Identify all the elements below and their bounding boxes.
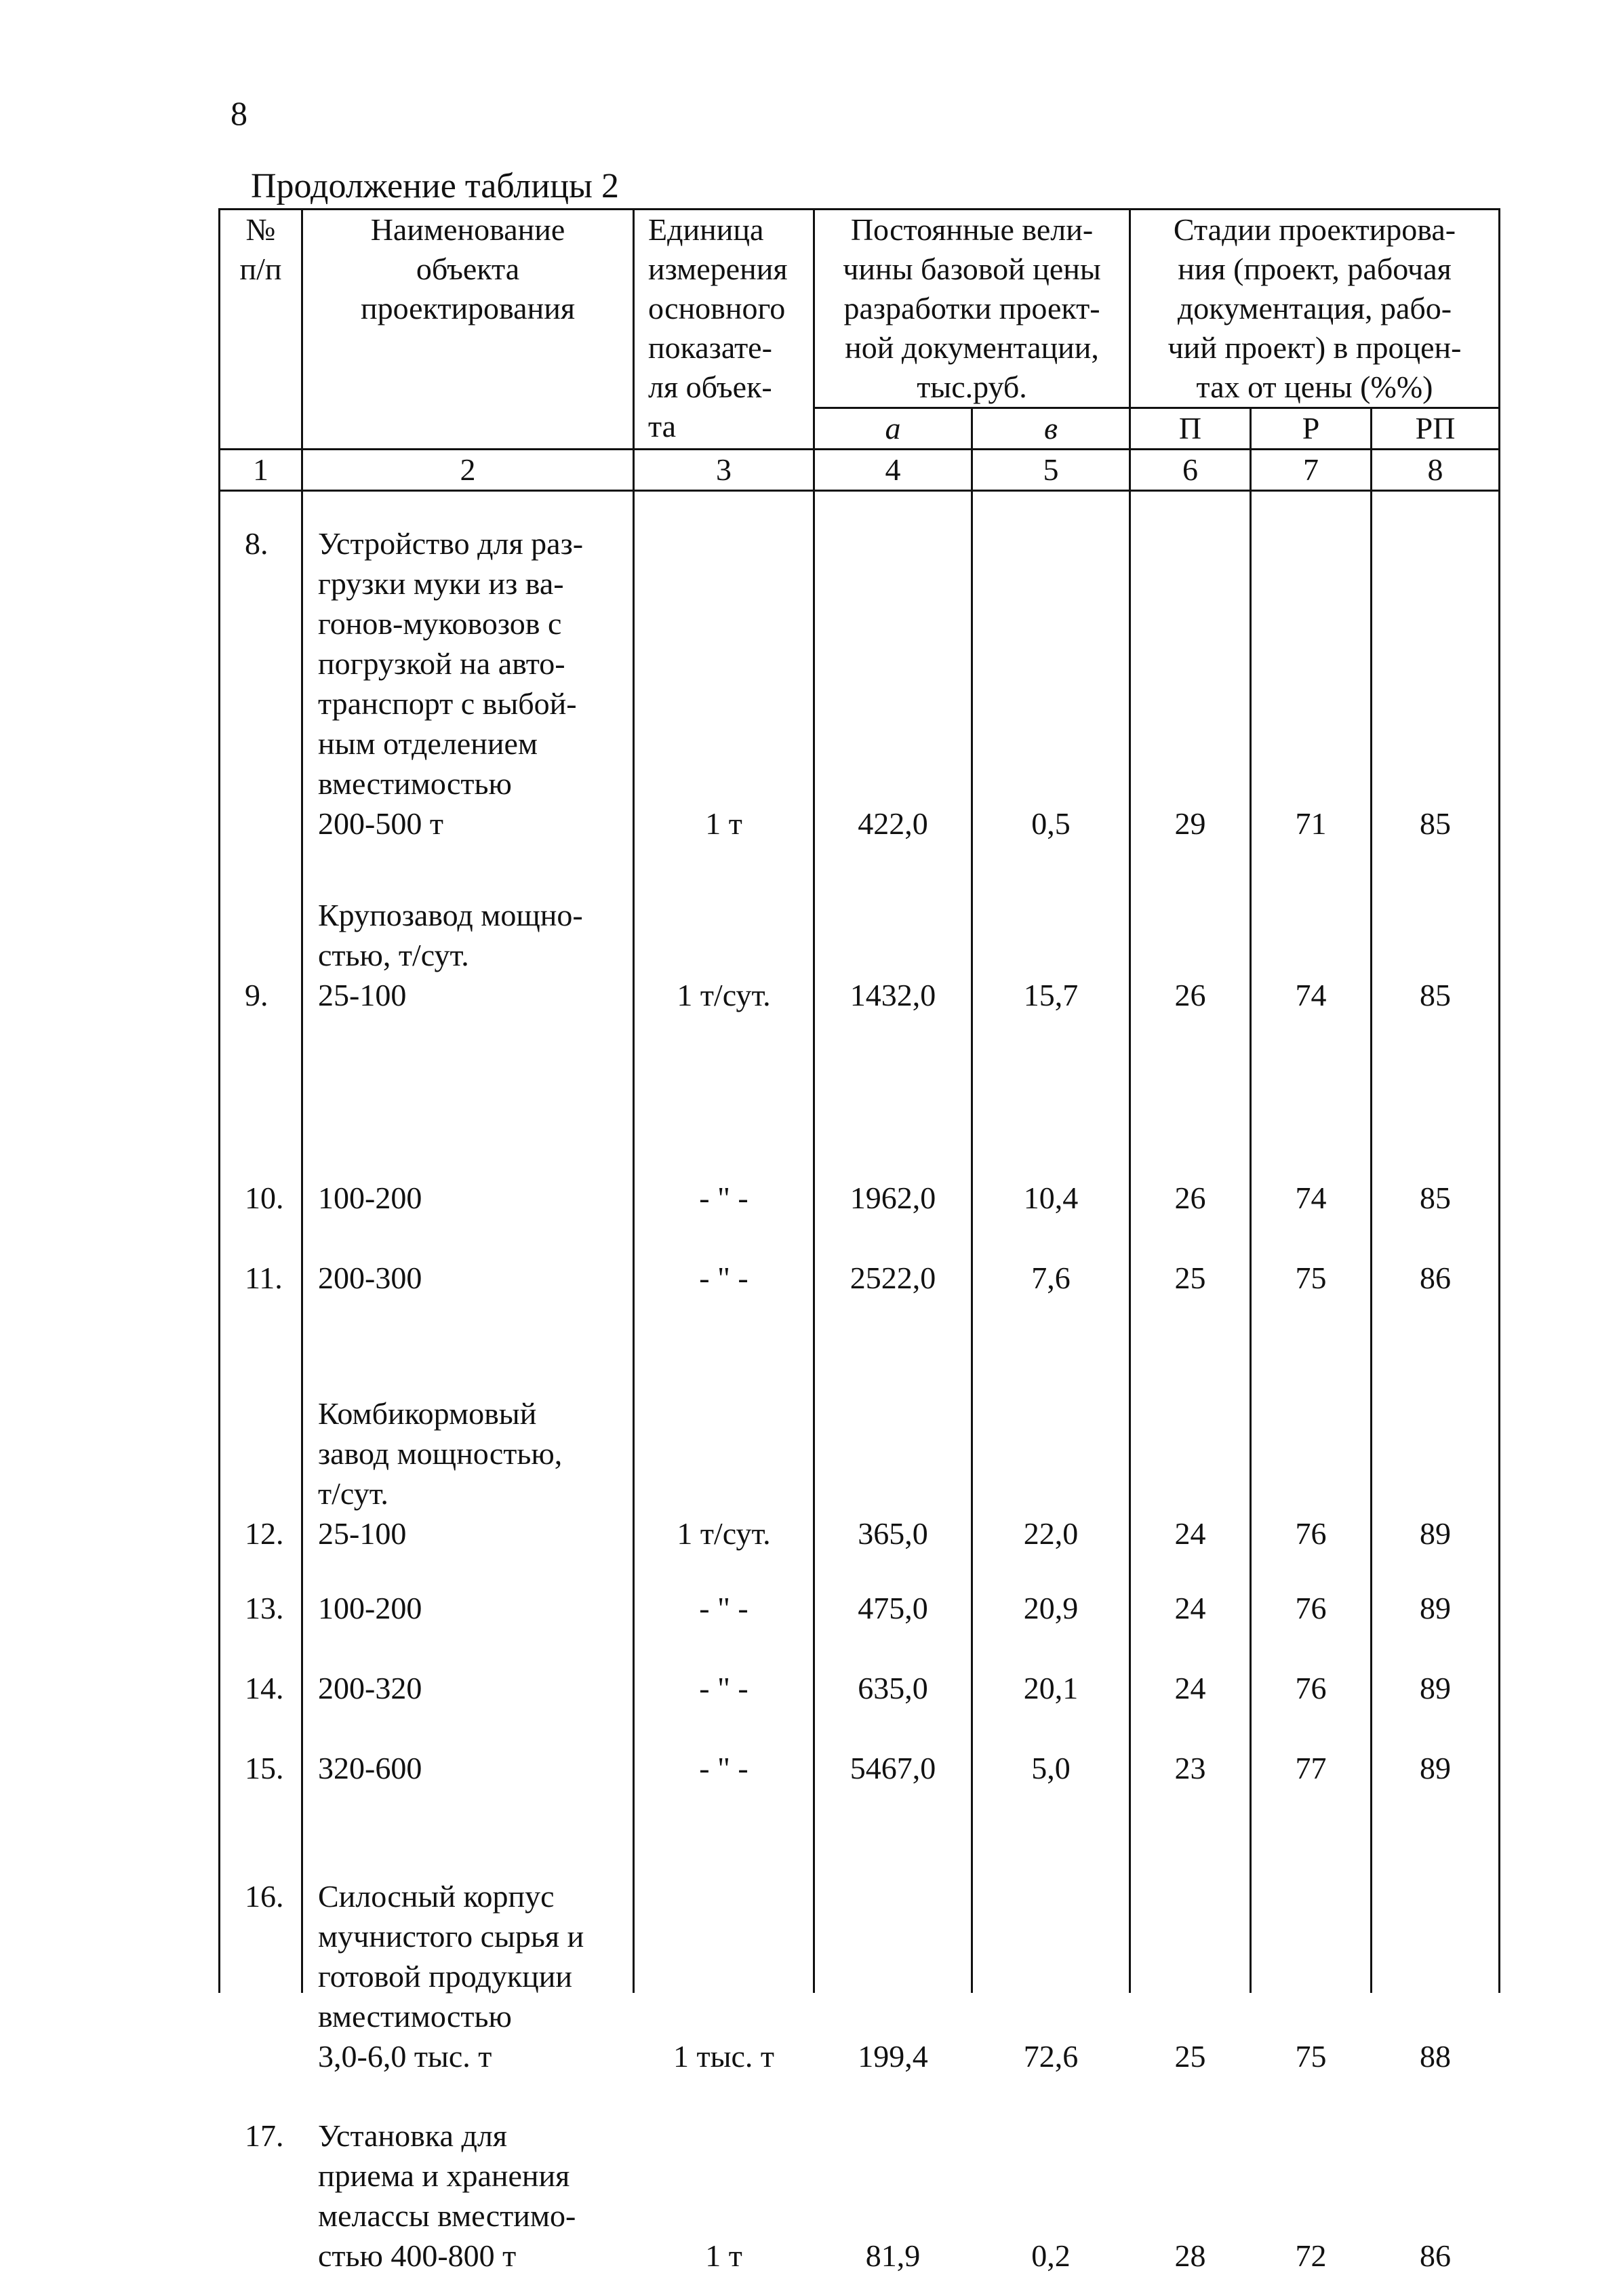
object-name-line: Комбикормовый <box>318 1396 537 1431</box>
object-name-line: Установка для <box>318 2118 507 2153</box>
header-base-price: Постоянные вели- чины базовой цены разработки проект- ной документации, тыс.руб. <box>814 210 1130 408</box>
object-name-line: завод мощностью, <box>318 1436 563 1471</box>
unit-value: 1 тыс. т <box>673 2039 775 2074</box>
unit-value: - " - <box>699 1671 748 1705</box>
object-name-line: мучнистого сырья и <box>318 1919 584 1954</box>
stage-p-percent: 26 <box>1174 1181 1206 1215</box>
base-price-a: 365,0 <box>858 1516 928 1551</box>
row-number: 9. <box>245 978 268 1012</box>
base-price-a: 2522,0 <box>850 1261 936 1295</box>
stage-rp-percent: 85 <box>1420 806 1452 841</box>
row-number: 15. <box>245 1751 284 1785</box>
row-number: 11. <box>245 1261 283 1295</box>
object-name-line: стью 400-800 т <box>318 2238 517 2273</box>
base-price-v: 22,0 <box>1023 1516 1079 1551</box>
base-price-a: 1962,0 <box>850 1181 936 1215</box>
object-name-line: транспорт с выбой- <box>318 686 577 721</box>
base-price-v: 15,7 <box>1023 978 1079 1012</box>
unit-value: 1 т <box>705 806 742 841</box>
base-price-v: 7,6 <box>1031 1261 1071 1295</box>
object-name-line: Силосный корпус <box>318 1879 555 1914</box>
object-name-line: Устройство для раз- <box>318 526 584 561</box>
column-number: 6 <box>1130 450 1251 491</box>
subheader-a: а <box>814 408 972 450</box>
col-rp <box>1372 491 1500 2273</box>
row-number: 10. <box>245 1181 284 1215</box>
base-price-a: 81,9 <box>865 2238 921 2273</box>
base-price-v: 5,0 <box>1031 1751 1071 1785</box>
header-row <box>220 210 1500 408</box>
column-number: 3 <box>634 450 814 491</box>
subheader-p: П <box>1130 408 1251 450</box>
stage-r-percent: 77 <box>1295 1751 1327 1785</box>
column-number: 2 <box>302 450 634 491</box>
object-name-line: грузки муки из ва- <box>318 566 564 601</box>
column-number: 5 <box>972 450 1130 491</box>
stage-p-percent: 24 <box>1174 1671 1206 1705</box>
stage-rp-percent: 86 <box>1420 2238 1452 2273</box>
column-number: 4 <box>814 450 972 491</box>
col-v <box>972 491 1130 2273</box>
row-number: 12. <box>245 1516 284 1551</box>
unit-value: - " - <box>699 1751 748 1785</box>
object-name-line: 25-100 <box>318 1516 407 1551</box>
object-name-line: вместимостью <box>318 766 512 801</box>
object-name-line: т/сут. <box>318 1476 388 1511</box>
base-price-v: 20,9 <box>1023 1591 1079 1625</box>
base-price-a: 635,0 <box>858 1671 928 1705</box>
stage-r-percent: 76 <box>1295 1591 1327 1625</box>
stage-r-percent: 74 <box>1295 978 1327 1012</box>
object-name-line: погрузкой на авто- <box>318 646 565 681</box>
object-name-line: ным отделением <box>318 726 538 761</box>
base-price-v: 0,5 <box>1031 806 1071 841</box>
stage-p-percent: 23 <box>1174 1751 1206 1785</box>
row-number: 16. <box>245 1879 284 1914</box>
object-name-line: приема и хранения <box>318 2158 570 2193</box>
subheader-v: в <box>972 408 1130 450</box>
stage-rp-percent: 85 <box>1420 978 1452 1012</box>
base-price-v: 72,6 <box>1023 2039 1079 2074</box>
stage-r-percent: 74 <box>1295 1181 1327 1215</box>
object-name-line: гонов-муковозов с <box>318 606 562 641</box>
object-name-line: 100-200 <box>318 1591 422 1625</box>
header-object-name: Наименование объекта проектирования <box>302 210 634 450</box>
stage-rp-percent: 89 <box>1420 1591 1452 1625</box>
object-name-line: мелассы вместимо- <box>318 2198 576 2233</box>
stage-rp-percent: 86 <box>1420 1261 1452 1295</box>
object-name-line: готовой продукции <box>318 1959 573 1994</box>
page-number: 8 <box>231 94 247 132</box>
unit-value: - " - <box>699 1591 748 1625</box>
stage-p-percent: 28 <box>1174 2238 1206 2273</box>
col-a <box>814 491 972 2273</box>
base-price-a: 422,0 <box>858 806 928 841</box>
unit-value: 1 т <box>705 2238 742 2273</box>
row-number: 8. <box>245 526 268 561</box>
unit-value: 1 т/сут. <box>677 1516 771 1551</box>
object-name-line: 100-200 <box>318 1181 422 1215</box>
base-price-a: 1432,0 <box>850 978 936 1012</box>
unit-value: - " - <box>699 1181 748 1215</box>
object-name-line: стью, т/сут. <box>318 938 469 972</box>
object-name-line: 200-300 <box>318 1261 422 1295</box>
stage-p-percent: 25 <box>1174 2039 1206 2074</box>
stage-rp-percent: 88 <box>1420 2039 1452 2074</box>
object-name-line: Крупозавод мощно- <box>318 898 583 932</box>
stage-r-percent: 72 <box>1295 2238 1327 2273</box>
object-name-line: вместимостью <box>318 1999 512 2034</box>
stage-rp-percent: 89 <box>1420 1751 1452 1785</box>
header-design-stages: Стадии проектирова- ния (проект, рабочая документация, рабо- чий проект) в процен- тах от цены (%%) <box>1130 210 1500 408</box>
stage-p-percent: 24 <box>1174 1516 1206 1551</box>
column-number: 8 <box>1372 450 1500 491</box>
column-number-row <box>220 450 1500 491</box>
base-price-a: 475,0 <box>858 1591 928 1625</box>
object-name-line: 200-500 т <box>318 806 443 841</box>
stage-r-percent: 76 <box>1295 1516 1327 1551</box>
stage-p-percent: 24 <box>1174 1591 1206 1625</box>
column-number: 7 <box>1251 450 1372 491</box>
header-number: № п/п <box>220 210 302 450</box>
object-name-line: 3,0-6,0 тыс. т <box>318 2039 492 2074</box>
table-body <box>220 491 1500 1993</box>
stage-p-percent: 26 <box>1174 978 1206 1012</box>
stage-r-percent: 75 <box>1295 2039 1327 2074</box>
object-name-line: 200-320 <box>318 1671 422 1705</box>
stage-rp-percent: 89 <box>1420 1671 1452 1705</box>
base-price-v: 20,1 <box>1023 1671 1079 1705</box>
header-unit: Единица измерения основного показате- ля объек- та <box>634 210 814 450</box>
stage-p-percent: 25 <box>1174 1261 1206 1295</box>
base-price-a: 199,4 <box>858 2039 928 2074</box>
subheader-r: Р <box>1251 408 1372 450</box>
unit-value: - " - <box>699 1261 748 1295</box>
stage-rp-percent: 89 <box>1420 1516 1452 1551</box>
row-number: 14. <box>245 1671 284 1705</box>
object-name-line: 25-100 <box>318 978 407 1012</box>
stage-r-percent: 75 <box>1295 1261 1327 1295</box>
stage-r-percent: 71 <box>1295 806 1327 841</box>
col-name <box>302 491 634 2273</box>
stage-p-percent: 29 <box>1174 806 1206 841</box>
unit-value: 1 т/сут. <box>677 978 771 1012</box>
base-price-v: 10,4 <box>1023 1181 1079 1215</box>
base-price-v: 0,2 <box>1031 2238 1071 2273</box>
col-unit <box>634 491 814 2273</box>
base-price-a: 5467,0 <box>850 1751 936 1785</box>
subheader-rp: РП <box>1372 408 1500 450</box>
stage-r-percent: 76 <box>1295 1671 1327 1705</box>
object-name-line: 320-600 <box>318 1751 422 1785</box>
pricing-table <box>218 208 1500 2273</box>
col-p <box>1130 491 1251 2273</box>
stage-rp-percent: 85 <box>1420 1181 1452 1215</box>
row-number: 17. <box>245 2118 284 2153</box>
row-number: 13. <box>245 1591 284 1625</box>
table-caption: Продолжение таблицы 2 <box>251 167 619 205</box>
col-r <box>1251 491 1372 2273</box>
col-number <box>220 491 302 2153</box>
column-number: 1 <box>220 450 302 491</box>
